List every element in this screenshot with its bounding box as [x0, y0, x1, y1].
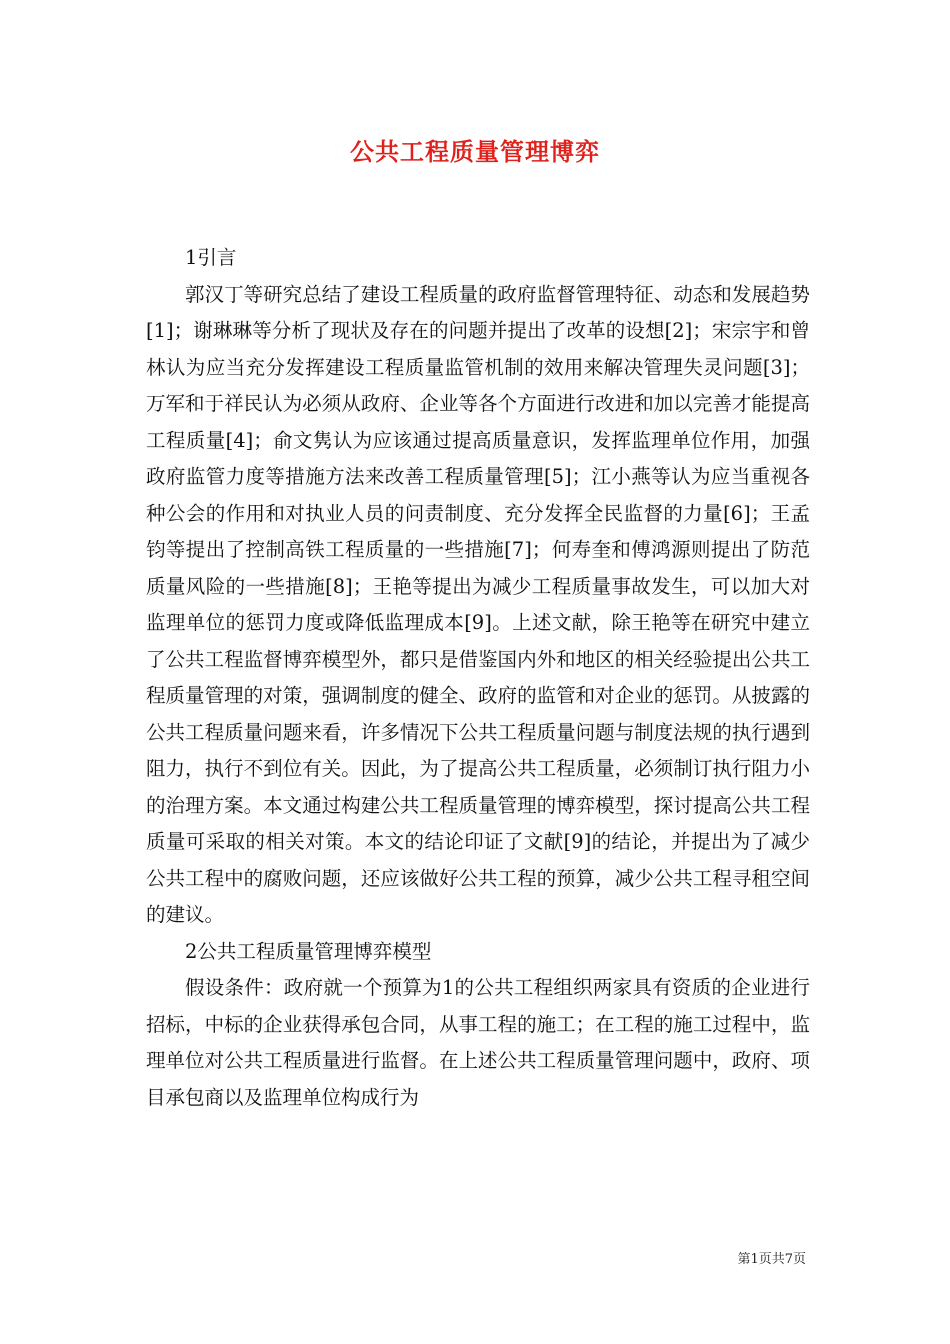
section-heading-model: 2公共工程质量管理博弈模型	[185, 939, 432, 963]
document-title: 公共工程质量管理博弈	[350, 137, 600, 166]
document-body	[146, 240, 810, 1116]
paragraph-intro: 郭汉丁等研究总结了建设工程质量的政府监督管理特征、动态和发展趋势[1]；谢琳琳等分析了现状及存在的问题并提出了改革的设想[2]；宋宗宇和曾林认为应当充分发挥建设工程质量监管机制的效用来解决管理失灵问题[3]；万军和于祥民认为必须从政府、企业等各个方面进行改进和加以完善才能提高工程质量[4]；俞文隽认为应该通过提高质量意识，发挥监理单位作用，加强政府监管力度等措施方法来改善工程质量管理[5]；江小燕等认为应当重视各种公会的作用和对执业人员的问责制度、充分发挥全民监督的力量[6]；王孟钧等提出了控制高铁工程质量的一些措施[7]；何寿奎和傅鸿源则提出了防范质量风险的一些措施[8]；王艳等提出为减少工程质量事故发生，可以加大对监理单位的惩罚力度或降低监理成本[9]。上述文献，除王艳等在研究中建立了公共工程监督博弈模型外，都只是借鉴国内外和地区的相关经验提出公共工程质量管理的对策，强调制度的健全、政府的监管和对企业的惩罚。从披露的公共工程质量问题来看，许多情况下公共工程质量问题与制度法规的执行遇到阻力，执行不到位有关。因此，为了提高公共工程质量，必须制订执行阻力小的治理方案。本文通过构建公共工程质量管理的博弈模型，探讨提高公共工程质量可采取的相关对策。本文的结论印证了文献[9]的结论，并提出为了减少公共工程中的腐败问题，还应该做好公共工程的预算，减少公共工程寻租空间的建议。	[146, 282, 810, 926]
paragraph-model: 假设条件：政府就一个预算为1的公共工程组织两家具有资质的企业进行招标，中标的企业获得承包合同，从事工程的施工；在工程的施工过程中，监理单位对公共工程质量进行监督。在上述公共工程质量管理问题中，政府、项目承包商以及监理单位构成行为	[146, 976, 810, 1109]
section-heading-intro: 1引言	[185, 246, 237, 269]
page-number: 第1页共7页	[737, 1252, 806, 1267]
